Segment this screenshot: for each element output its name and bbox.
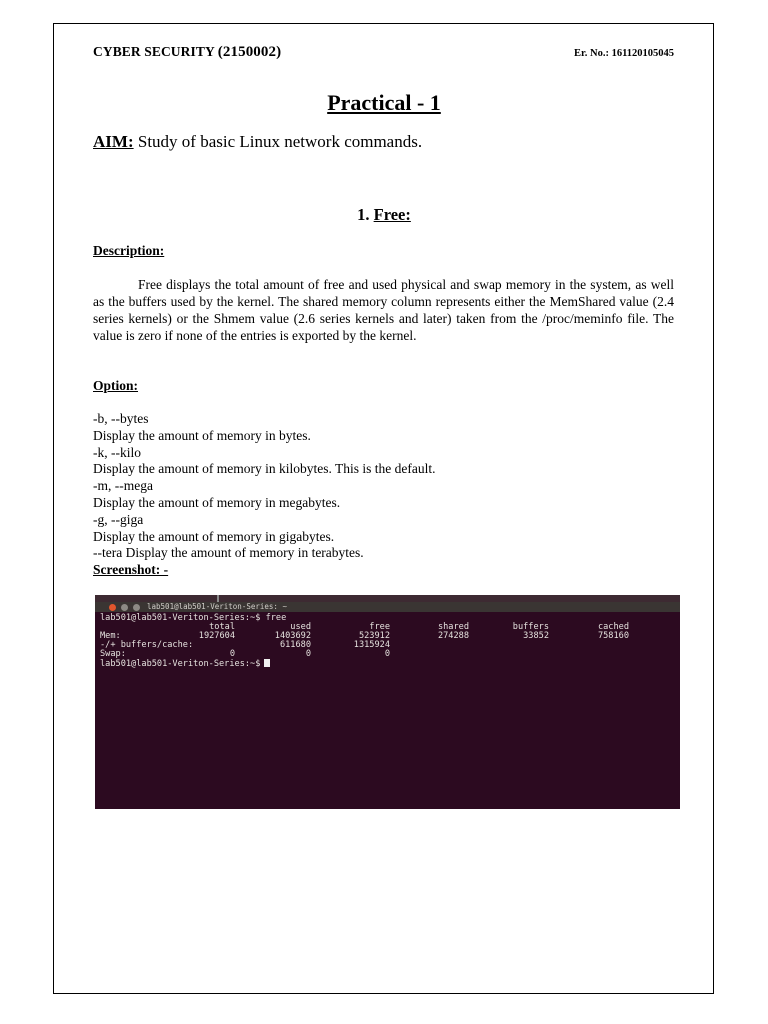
terminal-screenshot: [95, 595, 680, 809]
terminal-line-swap: [100, 650, 675, 659]
terminal-output: [100, 614, 675, 668]
section-number: 1.: [357, 205, 374, 224]
mem-used: 1403692: [274, 631, 311, 641]
swap-used: 0: [305, 649, 311, 659]
maximize-icon: [133, 604, 140, 611]
aim-label: AIM:: [93, 132, 134, 151]
close-icon: [109, 604, 116, 611]
final-prompt: lab501@lab501-Veriton-Series:~$: [100, 659, 261, 669]
command-prompt: lab501@lab501-Veriton-Series:~$ free: [100, 613, 287, 623]
mem-free: 523912: [358, 631, 390, 641]
description-heading: Description:: [93, 243, 165, 258]
mem-label: Mem:: [100, 631, 121, 641]
section-name: Free:: [373, 205, 411, 224]
buffers-cache-label: -/+ buffers/cache:: [100, 640, 194, 650]
mem-total: 1927604: [198, 631, 235, 641]
mem-buffers: 33852: [523, 631, 549, 641]
column-free: free: [369, 622, 390, 632]
aim-line: [93, 132, 422, 152]
column-cached: cached: [597, 622, 629, 632]
course-name: CYBER SECURITY: [93, 44, 215, 59]
final-prompt-line: [100, 659, 270, 669]
column-shared: shared: [437, 622, 469, 632]
section-heading: [0, 205, 768, 225]
screenshot-heading: Screenshot: -: [93, 562, 169, 577]
option-line: -k, --kilo: [93, 444, 141, 460]
option-line: -m, --mega: [93, 478, 153, 494]
column-total: total: [209, 622, 235, 632]
aim-text: Study of basic Linux network commands.: [133, 132, 423, 151]
option-line: Display the amount of memory in bytes.: [93, 427, 311, 443]
buffers-cache-used: 611680: [279, 640, 311, 650]
course-code: (2150002): [217, 44, 282, 60]
option-line: --tera Display the amount of memory in terabytes.: [93, 545, 364, 561]
option-line: -g, --giga: [93, 511, 144, 527]
column-buffers: buffers: [512, 622, 549, 632]
swap-free: 0: [384, 649, 390, 659]
top-bar-divider: [217, 595, 219, 602]
header-enrollment: Er. No.: 161120105045: [574, 48, 674, 59]
option-line: Display the amount of memory in kilobytes. This is the default.: [93, 461, 436, 477]
terminal-title-bar: [95, 602, 680, 612]
page-title: Practical - 1: [327, 90, 441, 115]
swap-label: Swap:: [100, 649, 126, 659]
mem-shared: 274288: [437, 631, 469, 641]
description-body: Free displays the total amount of free and used physical and swap memory in the system, as well as the buffers used by the kernel. The shared memory column represents either the MemShared value (2.4 series kernels) or the Shmem value (2.6 series kernels and later) taken from the /proc/meminfo file. The value is zero if none of the entries is exported by the kernel.: [93, 277, 674, 343]
option-line: Display the amount of memory in gigabytes.: [93, 528, 335, 544]
option-list: [93, 411, 435, 562]
terminal-top-bar: [95, 595, 680, 602]
swap-total: 0: [229, 649, 235, 659]
option-heading: Option:: [93, 378, 139, 393]
minimize-icon: [121, 604, 128, 611]
column-used: used: [290, 622, 311, 632]
mem-cached: 758160: [597, 631, 629, 641]
terminal-title: lab501@lab501-Veriton-Series: ~: [147, 602, 287, 611]
option-line: -b, --bytes: [93, 411, 149, 426]
header-course: [93, 44, 281, 61]
option-line: Display the amount of memory in megabytes.: [93, 494, 341, 510]
buffers-cache-free: 1315924: [353, 640, 390, 650]
cursor-block: [264, 659, 270, 667]
terminal-line-prompt: [100, 659, 675, 668]
